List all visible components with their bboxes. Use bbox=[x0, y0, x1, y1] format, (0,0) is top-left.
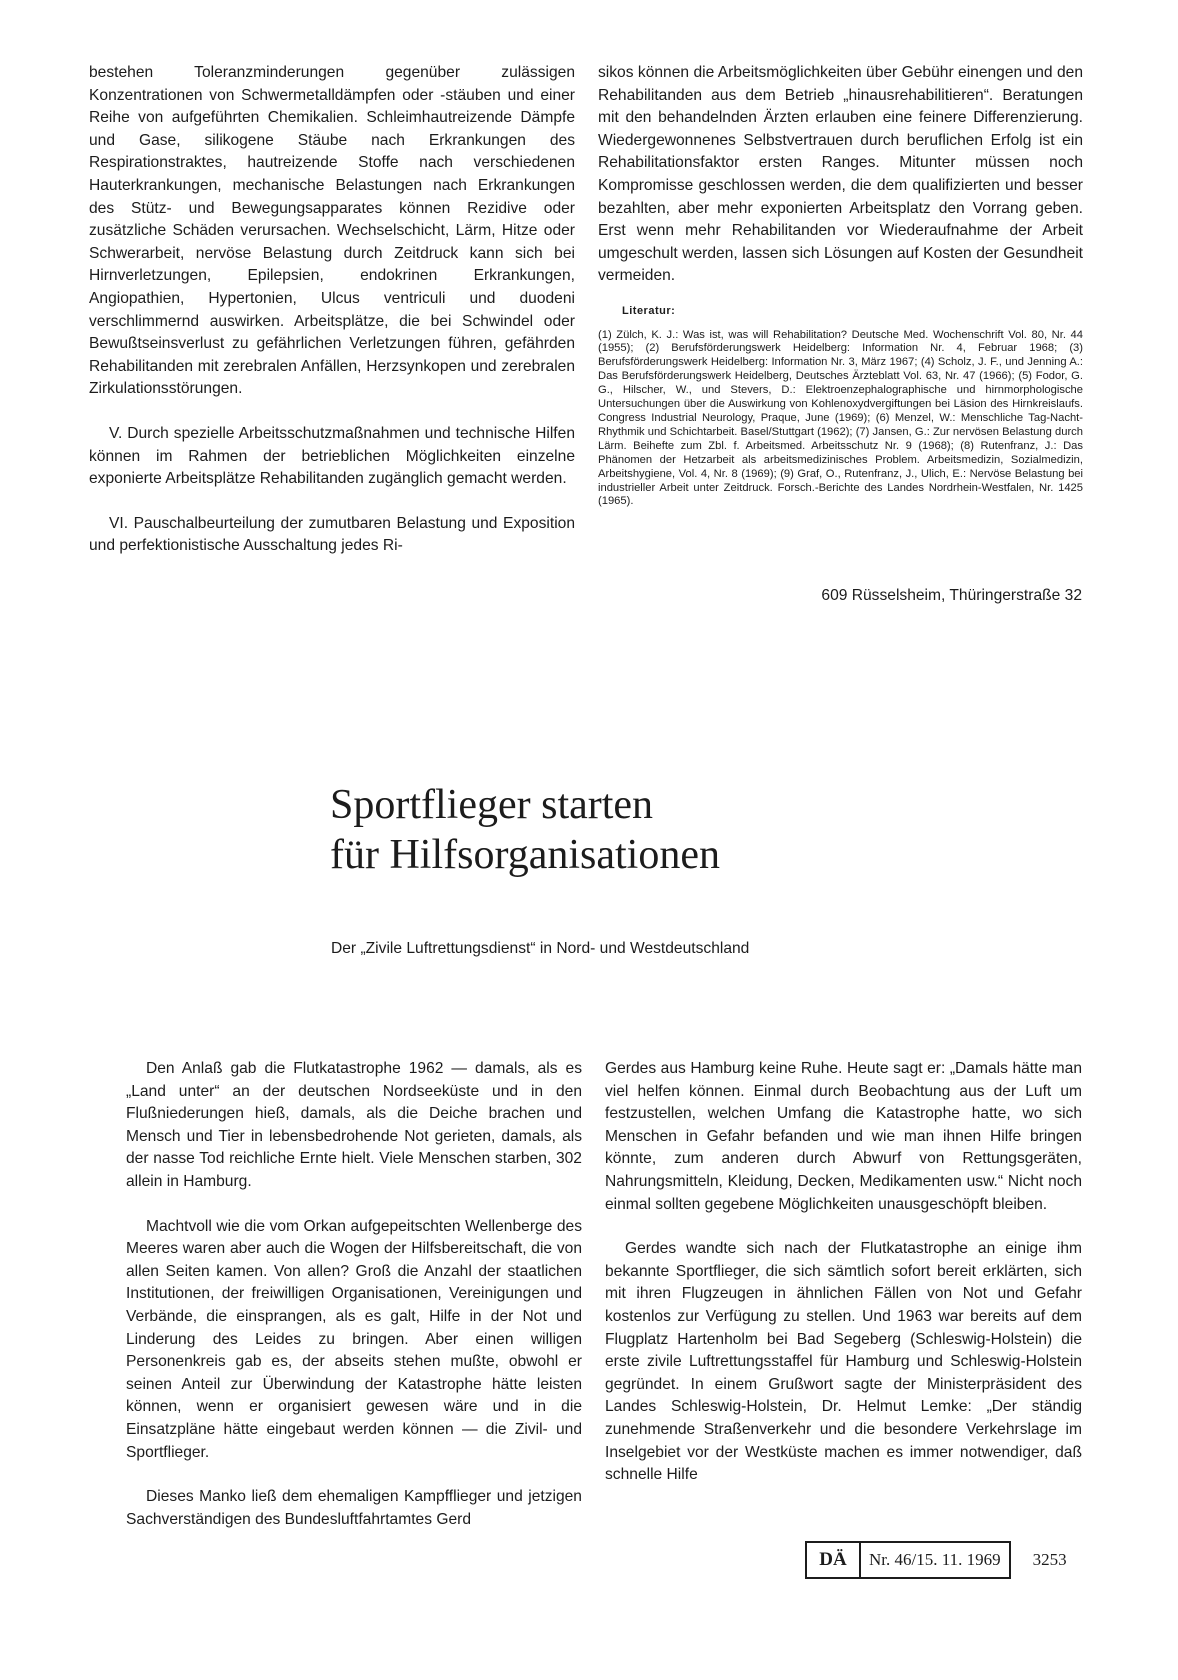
paragraph: Gerdes wandte sich nach der Flutkatastrophe an einige ihm bekannte Sportflieger, die sich sämtlich sofort bereit erklärten, sich mit ihren Flugzeugen in ähnlichen Fällen von Not und Gefahr kostenlos zur Verfügung zu stellen. Und 1963 war bereits auf dem Flugplatz Hartenholm bei Bad Segeberg (Schleswig-Holstein) die erste zivile Luftrettungsstaffel für Hamburg und Schleswig-Holstein gegründet. In einem Grußwort sagte der Ministerpräsident des Landes Schleswig-Holstein, Dr. Helmut Lemke: „Der ständig zunehmende Straßenverkehr und die besondere Verkehrslage im Inselgebiet vor der Westküste machen es immer notwendiger, daß schnelle Hilfe bbox=[605, 1240, 1082, 1484]
paragraph: sikos können die Arbeitsmöglichkeiten über Gebühr einengen und den Rehabilitanden aus dem Betrieb „hinausrehabilitieren“. Beratungen mit den behandelnden Ärzten erlauben eine feinere Differenzierung. Wiedergewonnenes Selbstvertrauen durch beruflichen Erfolg ist ein Rehabilitationsfaktor ersten Ranges. Mitunter müssen noch Kompromisse geschlossen werden, die dem qualifizierten und besser bezahlten, aber mehr exponierten Arbeitsplatz den Vorrang geben. Erst wenn mehr Rehabilitanden vor Wiederaufnahme der Arbeit umgeschult werden, lassen sich Lösungen auf Kosten der Gesundheit vermeiden. bbox=[598, 64, 1083, 285]
journal-logo: DÄ bbox=[807, 1543, 861, 1577]
issue-label: Nr. 46/15. 11. 1969 bbox=[869, 1550, 1001, 1569]
paragraph: V. Durch spezielle Arbeitsschutzmaßnahmen und technische Hilfen können im Rahmen der betrieblichen Möglichkeiten einzelne exponierte Arbeitsplätze Rehabilitanden zugänglich gemacht werden. bbox=[89, 424, 575, 488]
paragraph: Den Anlaß gab die Flutkatastrophe 1962 — damals, als es „Land unter“ an der deutschen Nordseeküste und in den Flußniederungen hieß, damals, als die Deiche brachen und Mensch und Tier in lebensbedrohende Not gerieten, damals, als der nasse Tod reichliche Ernte hielt. Viele Menschen starben, 302 allein in Hamburg. bbox=[126, 1060, 582, 1190]
author-address: 609 Rüsselsheim, Thüringerstraße 32 bbox=[821, 587, 1082, 604]
bottom-right-column bbox=[605, 1058, 1082, 1487]
article-title bbox=[330, 780, 720, 880]
top-left-column bbox=[89, 62, 575, 558]
literature-heading: Literatur: bbox=[622, 304, 676, 317]
top-right-column bbox=[598, 62, 1083, 509]
title-line: für Hilfsorganisationen bbox=[330, 832, 720, 878]
page-footer bbox=[805, 1541, 1067, 1579]
page-number: 3253 bbox=[1032, 1550, 1067, 1569]
paragraph: VI. Pauschalbeurteilung der zumutbaren Belastung und Exposition und perfektionistische Ausschaltung jedes Ri- bbox=[89, 514, 575, 555]
paragraph: Gerdes aus Hamburg keine Ruhe. Heute sagt er: „Damals hätte man viel helfen können. Einmal durch Beobachtung aus der Luft um festzustellen, welchen Umfang die Katastrophe hatte, wo sich Menschen in Gefahr befanden und wie man ihnen Hilfe bringen könnte, zum anderen durch Abwurf von Rettungsgeräten, Nahrungsmitteln, Kleidung, Decken, Medikamenten usw.“ Nicht noch einmal sollten gegebene Möglichkeiten unausgeschöpft bleiben. bbox=[605, 1060, 1082, 1213]
paragraph: Dieses Manko ließ dem ehemaligen Kampfflieger und jetzigen Sachverständigen des Bundesluftfahrtamtes Gerd bbox=[126, 1488, 582, 1528]
paragraph: Machtvoll wie die vom Orkan aufgepeitschten Wellenberge des Meeres waren aber auch die Wogen der Hilfsbereitschaft, die von allen Seiten kamen. Von allen? Groß die Anzahl der staatlichen Institutionen, der freiwilligen Organisationen, Vereinigungen und Verbände, die einsprangen, als es galt, Hilfe in der Not und Linderung des Leides zu bringen. Aber einen willigen Personenkreis gab es, der abseits stehen mußte, obwohl er seinen Anteil zur Überwindung der Katastrophe hätte leisten können, wenn er organisiert gewesen wäre und in die Einsatzpläne hätte eingebaut werden können — die Zivil- und Sportflieger. bbox=[126, 1217, 582, 1461]
paragraph: bestehen Toleranzminderungen gegenüber zulässigen Konzentrationen von Schwermetalldämpfen oder -stäuben und einer Reihe von aufgeführten Chemikalien. Schleimhautreizende Dämpfe und Gase, silikogene Stäube nach Erkrankungen des Respirationstraktes, hautreizende Stoffe nach verschiedenen Hauterkrankungen, mechanische Belastungen nach Erkrankungen des Stütz- und Bewegungsapparates können Rezidive oder zusätzliche Schäden verursachen. Wechselschicht, Lärm, Hitze oder Schwerarbeit, nervöse Belastung durch Zeitdruck kann sich bei Hirnverletzungen, Epilepsien, endokrinen Erkrankungen, Angiopathien, Hypertonien, Ulcus ventriculi und duodeni verschlimmernd auswirken. Arbeitsplätze, die bei Schwindel oder Bewußtseinsverlust zu gefährlichen Verletzungen führen, gefährden Rehabilitanden mit zerebralen Anfällen, Herzsynkopen und zerebralen Zirkulationsstörungen. bbox=[89, 64, 575, 398]
journal-badge bbox=[805, 1541, 1011, 1579]
title-line: Sportflieger starten bbox=[330, 782, 654, 828]
literature-list: (1) Zülch, K. J.: Was ist, was will Rehabilitation? Deutsche Med. Wochenschrift Vol. 80, Nr. 44 (1955); (2) Berufsförderungswerk Heidelberg: Information Nr. 4, Februar 1968; (3) Berufsförderungswerk Heidelberg: Information Nr. 3, März 1967; (4) Scholz, J. F., und Jenning A.: Das Berufsförderungswerk Heidelberg, Deutsches Ärzteblatt Vol. 63, Nr. 47 (1966); (5) Fodor, G. G., Hilscher, W., und Stevers, D.: Elektroenzephalographische und hirnmorphologische Untersuchungen über die Auswirkung von Kohlenoxydvergiftungen bei Läsion des Hirnkreislaufs. Congress Industrial Neurology, Praque, June (1969); (6) Menzel, W.: Menschliche Tag-Nacht-Rhythmik und Schichtarbeit. Basel/Stuttgart (1962); (7) Jansen, G.: Zur nervösen Belastung durch Lärm. Beihefte zum Zbl. f. Arbeitsmed. Arbeitsschutz Nr. 9 (1968); (8) Rutenfranz, J.: Das Phänomen der Hetzarbeit als arbeitsmedizinisches Problem. Arbeitsmedizin, Sozialmedizin, Arbeitshygiene, Vol. 4, Nr. 8 (1969); (9) Graf, O., Rutenfranz, J., Ulich, E.: Nervöse Belastung bei industrieller Arbeit unter Zeitdruck. Forsch.-Berichte des Landes Nordrhein-Westfalen, Nr. 1425 (1965). bbox=[598, 328, 1083, 508]
article-subtitle: Der „Zivile Luftrettungsdienst“ in Nord- und Westdeutschland bbox=[331, 940, 750, 957]
bottom-left-column bbox=[126, 1058, 582, 1531]
